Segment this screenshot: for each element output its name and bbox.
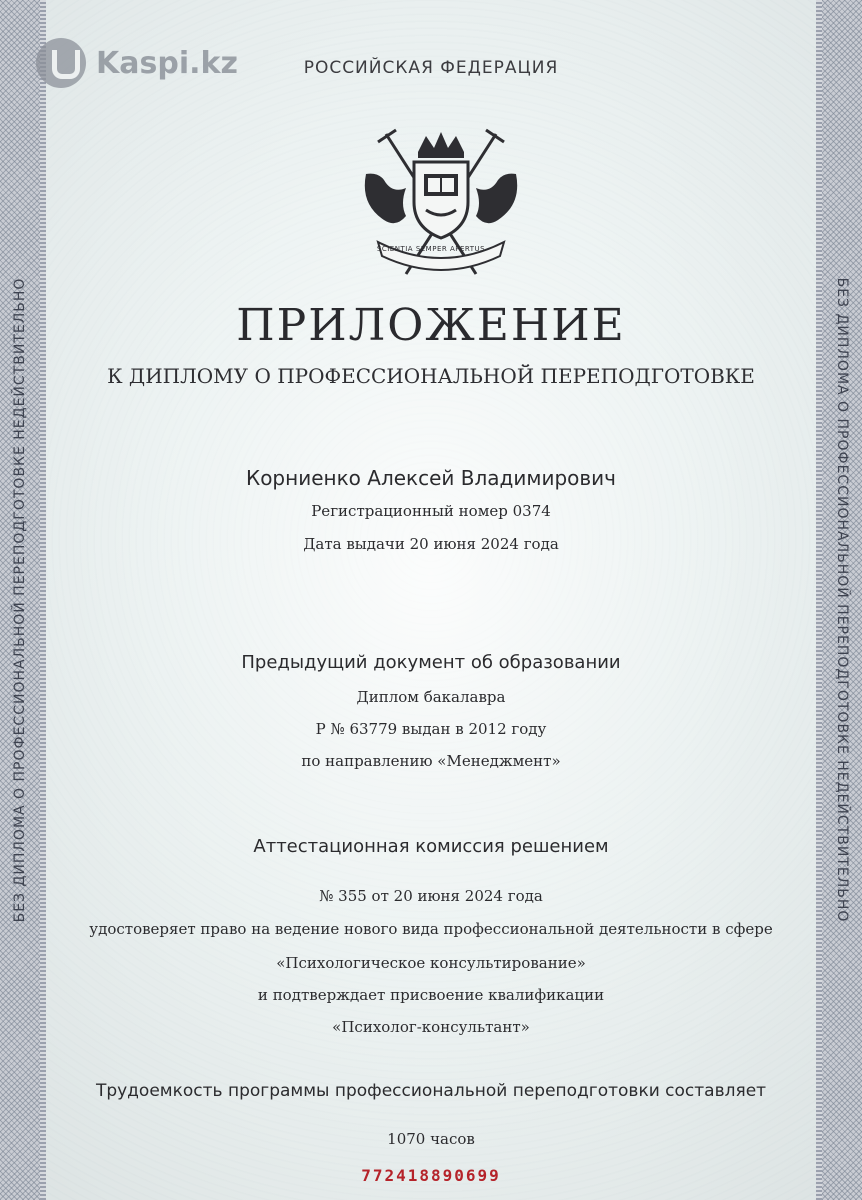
watermark-brand: Kaspi.kz [96, 45, 238, 81]
attestation-qualification: «Психолог-консультант» [332, 1018, 530, 1036]
serial-number: 772418890699 [361, 1166, 501, 1185]
attestation-sphere: «Психологическое консультирование» [276, 954, 586, 972]
holder-name: Корниенко Алексей Владимирович [246, 466, 616, 490]
country-name: РОССИЙСКАЯ ФЕДЕРАЦИЯ [303, 58, 559, 78]
emblem-motto: SCIENTIA SEMPER APERTUS [376, 245, 486, 253]
document-subtitle: К ДИПЛОМУ О ПРОФЕССИОНАЛЬНОЙ ПЕРЕПОДГОТОВКЕ [107, 364, 755, 388]
previous-document-direction: по направлению «Менеджмент» [301, 752, 561, 770]
registration-number: Регистрационный номер 0374 [311, 502, 551, 520]
labor-intensity-heading: Трудоемкость программы профессиональной переподготовки составляет [95, 1081, 767, 1101]
attestation-confirms: и подтверждает присвоение квалификации [257, 986, 605, 1004]
attestation-heading: Аттестационная комиссия решением [253, 836, 609, 857]
previous-document-heading: Предыдущий документ об образовании [241, 652, 621, 673]
attestation-right: удостоверяет право на ведение нового вида профессиональной деятельности в сфере [89, 920, 773, 938]
right-side-text: БЕЗ ДИПЛОМА О ПРОФЕССИОНАЛЬНОЙ ПЕРЕПОДГОТОВКЕ НЕДЕЙСТВИТЕЛЬНО [834, 277, 850, 923]
previous-document-number: Р № 63779 выдан в 2012 году [315, 720, 547, 738]
coat-of-arms-emblem-icon [356, 124, 526, 280]
issue-date: Дата выдачи 20 июня 2024 года [303, 535, 559, 553]
document-title: ПРИЛОЖЕНИЕ [236, 300, 626, 351]
left-side-text: БЕЗ ДИПЛОМА О ПРОФЕССИОНАЛЬНОЙ ПЕРЕПОДГОТОВКЕ НЕДЕЙСТВИТЕЛЬНО [12, 277, 28, 923]
labor-hours: 1070 часов [387, 1130, 475, 1148]
attestation-decision: № 355 от 20 июня 2024 года [319, 887, 543, 905]
previous-document-type: Диплом бакалавра [356, 688, 506, 706]
